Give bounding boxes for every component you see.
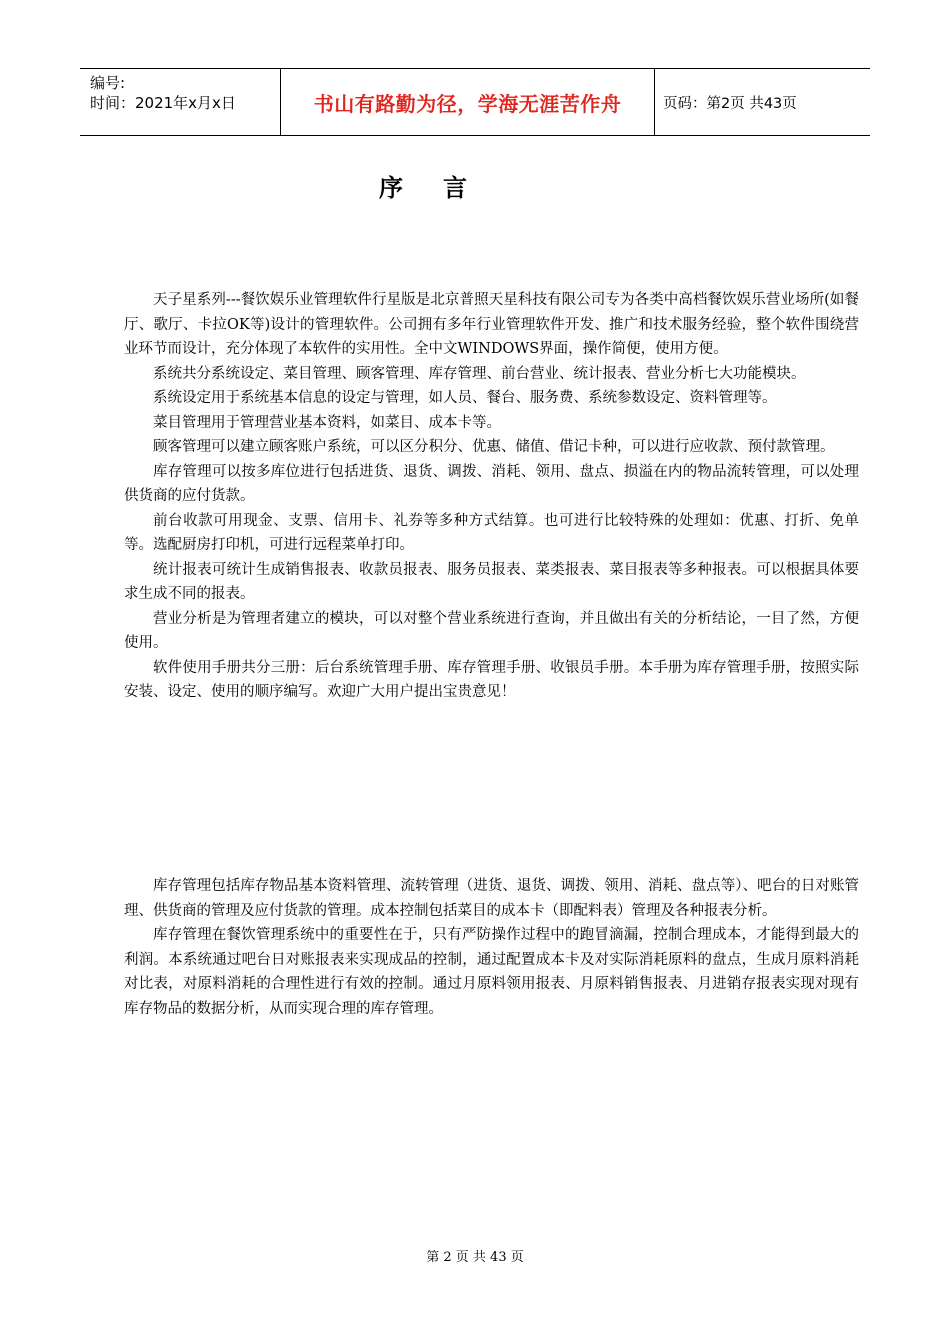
paragraph: 前台收款可用现金、支票、信用卡、礼券等多种方式结算。也可进行比较特殊的处理如：优惠、打折、免单等。选配厨房打印机，可进行远程菜单打印。: [124, 512, 859, 553]
paragraph: 库存管理可以按多库位进行包括进货、退货、调拨、消耗、领用、盘点、损溢在内的物品流转管理，可以处理供货商的应付货款。: [124, 463, 859, 504]
paragraph: 营业分析是为管理者建立的模块，可以对整个营业系统进行查询，并且做出有关的分析结论，一目了然，方便使用。: [124, 610, 859, 651]
page-footer: 第 2 页 共 43 页: [426, 1250, 524, 1265]
paragraph: 系统共分系统设定、菜目管理、顾客管理、库存管理、前台营业、统计报表、营业分析七大功能模块。: [153, 365, 806, 382]
header-page-info: 页码：第2页 共43页: [663, 95, 797, 112]
header-motto: 书山有路勤为径，学海无涯苦作舟: [281, 69, 655, 135]
inventory-section: [124, 874, 859, 1021]
header-meta: [80, 69, 281, 135]
paragraph: 顾客管理可以建立顾客账户系统，可以区分积分、优惠、储值、借记卡种，可以进行应收款、预付款管理。: [153, 439, 835, 455]
page-title: 序言: [379, 174, 507, 202]
document-header: [80, 68, 870, 136]
paragraph: 库存管理在餐饮管理系统中的重要性在于，只有严防操作过程中的跑冒滴漏，控制合理成本，才能得到最大的利润。本系统通过吧台日对账报表来实现成品的控制，通过配置成本卡及对实际消耗原料的盘点，生成月原料消耗对比表，对原料消耗的合理性进行有效的控制。通过月原料领用报表、月原料销售报表、月进销存报表实现对现有库存物品的数据分析，从而实现合理的库存管理。: [124, 927, 859, 1017]
paragraph: 天子星系列---餐饮娱乐业管理软件行星版是北京普照天星科技有限公司专为各类中高档餐饮娱乐营业场所(如餐厅、歌厅、卡拉OK等)设计的管理软件。公司拥有多年行业管理软件开发、推广和技术服务经验，整个软件围绕营业环节而设计，充分体现了本软件的实用性。全中文WINDOWS界面，操作简便，使用方便。: [124, 292, 859, 357]
document-time-label: 时间：2021年x月x日: [90, 94, 236, 112]
paragraph: 统计报表可统计生成销售报表、收款员报表、服务员报表、菜类报表、菜目报表等多种报表。可以根据具体要求生成不同的报表。: [124, 561, 859, 602]
intro-section: [124, 288, 859, 705]
paragraph: 系统设定用于系统基本信息的设定与管理，如人员、餐台、服务费、系统参数设定、资料管理等。: [153, 390, 777, 406]
paragraph: 菜目管理用于管理营业基本资料，如菜目、成本卡等。: [153, 414, 501, 431]
paragraph: 软件使用手册共分三册：后台系统管理手册、库存管理手册、收银员手册。本手册为库存管理手册，按照实际安装、设定、使用的顺序编写。欢迎广大用户提出宝贵意见！: [124, 659, 859, 700]
paragraph: 库存管理包括库存物品基本资料管理、流转管理（进货、退货、调拨、领用、消耗、盘点等）、吧台的日对账管理、供货商的管理及应付货款的管理。成本控制包括菜目的成本卡（即配料表）管理及各种报表分析。: [124, 878, 859, 919]
document-number-label: 编号:: [90, 74, 126, 92]
